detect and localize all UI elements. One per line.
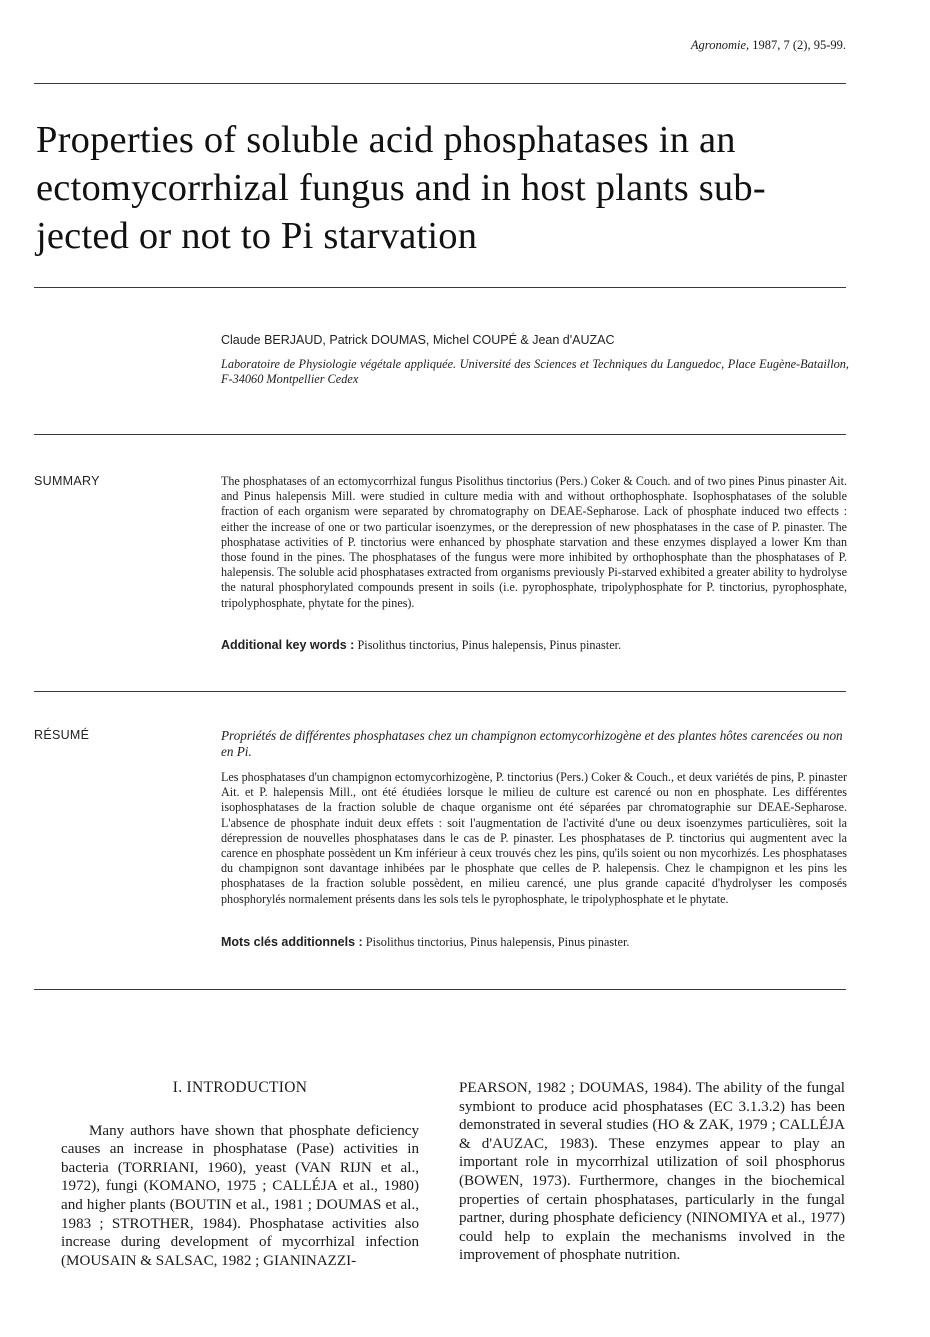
header-rule [34, 83, 846, 84]
intro-column-left [61, 1079, 419, 1270]
resume-keywords-value: Pisolithus tinctorius, Pinus halepensis, Pinus pinaster. [365, 935, 630, 949]
title-line-2: ectomycorrhizal fungus and in host plants sub- [36, 167, 766, 209]
resume-title: Propriétés de différentes phosphatases chez un champignon ectomycorhizogène et des plantes hôtes carencées ou non en Pi. [221, 728, 843, 759]
resume-rule [34, 989, 846, 990]
title-rule [34, 287, 846, 288]
summary-text [221, 474, 847, 611]
affiliation: Laboratoire de Physiologie végétale appliquée. Université des Sciences et Techniques du Languedoc, Place Eugène-Bataillon, F-34060 Montpellier Cedex [221, 357, 849, 386]
intro-heading: I. INTRODUCTION [172, 1079, 308, 1096]
authors-rule [34, 434, 846, 435]
resume-keywords-label: Mots clés additionnels : [221, 935, 363, 949]
summary-rule [34, 691, 846, 692]
summary-label: SUMMARY [34, 474, 100, 488]
summary-keywords-value: Pisolithus tinctorius, Pinus halepensis, Pinus pinaster. [357, 638, 622, 652]
resume-paragraph: Les phosphatases d'un champignon ectomycorhizogène, P. tinctorius (Pers.) Coker & Couch., et deux variétés de pins, P. pinaster Ait. et P. halepensis Mill., ont été étudiées lorsque le milieu de culture est carencé ou non en phosphate. Les différentes isophosphatases de la fraction soluble de chaque organisme ont été séparées par chromatographie sur DEAE-Sepharose. L'absence de phosphate induit deux effets : soit l'augmentation de l'activité d'une ou deux isoenzymes particulières, soit la dérepression de nouvelles phosphatases dans le cas de P. pinaster. Les phosphatases de P. tinctorius qui augmentent avec la carence en phosphate possèdent un Km inférieur à ceux trouvés chez les pins, qu'ils soient ou non mycorhizés. Les phosphatases du champignon sont davantage inhibées par le phosphate que celles de P. halepensis. Chez le champignon et les pins les phosphatases de la fraction soluble possèdent, en milieu carencé, une plus grande capacité d'hydrolyser les composés phosphorylés normalement présents dans les sols tels le pyrophosphate, le tripolyphosphate et le phytate. [221, 770, 847, 906]
title-line-1: Properties of soluble acid phosphatases in an [36, 119, 736, 161]
article-title [36, 116, 851, 260]
summary-keywords [221, 638, 847, 653]
resume-text [221, 770, 847, 907]
intro-paragraph-2: PEARSON, 1982 ; DOUMAS, 1984). The ability of the fungal symbiont to produce acid phosphatases (EC 3.1.3.2) has been demonstrated in several studies (HO & ZAK, 1979 ; CALLÉJA & d'AUZAC, 1983). These enzymes appear to play an important role in mycorrhizal utilization of soil phosphorus (BOWEN, 1973). Furthermore, changes in the biochemical properties of certain phosphatases, particularly in the fungal partner, during phosphate deficiency (NINOMIYA et al., 1977) could help to explain the mechanisms involved in the improvement of phosphate nutrition. [459, 1080, 845, 1264]
author-list: Claude BERJAUD, Patrick DOUMAS, Michel COUPÉ & Jean d'AUZAC [221, 333, 615, 347]
journal-name: Agronomie, [690, 38, 750, 52]
volume-info: 1987, 7 (2), 95-99. [752, 38, 846, 52]
intro-column-right [459, 1079, 845, 1265]
title-line-3: jected or not to Pi starvation [36, 215, 478, 257]
intro-paragraph-1: Many authors have shown that phosphate deficiency causes an increase in phosphatase (Pase) activities in bacteria (TORRIANI, 1960), yeast (VAN RIJN et al., 1972), fungi (KOMANO, 1975 ; CALLÉJA et al., 1980) and higher plants (BOUTIN et al., 1981 ; DOUMAS et al., 1983 ; STROTHER, 1984). Phosphatase activities also increase during development of mycorrhizal infection (MOUSAIN & SALSAC, 1982 ; GIANINAZZI- [61, 1122, 419, 1269]
summary-paragraph: The phosphatases of an ectomycorrhizal fungus Pisolithus tinctorius (Pers.) Coker & Couch. and of two pines Pinus pinaster Ait. and Pinus halepensis Mill. were studied in culture media with and without orthophosphate. Isophosphatases of the soluble fraction of each organism were separated by chromatography on DEAE-Sepharose. Lack of phosphate induced two effects : either the increase of one or two particular isoenzymes, or the derepression of new phosphatases in the case of P. pinaster. The phosphatase activities of P. tinctorius were enhanced by phosphate starvation and these enzymes displayed a lower Km than those found in the pines. The phosphatases of the fungus were more inhibited by orthophosphate than the phosphatases of P. halepensis. The soluble acid phosphatases extracted from organisms previously Pi-starved exhibited a greater ability to hydrolyse the natural phosphorylated compounds present in soils (i.e. pyrophosphate, tripolyphosphate for P. tinctorius, pyrophosphate, tripolyphosphate, phytate for the pines). [221, 474, 847, 610]
summary-keywords-label: Additional key words : [221, 638, 355, 652]
resume-keywords [221, 935, 847, 950]
journal-citation [691, 38, 846, 53]
resume-label: RÉSUMÉ [34, 728, 90, 742]
